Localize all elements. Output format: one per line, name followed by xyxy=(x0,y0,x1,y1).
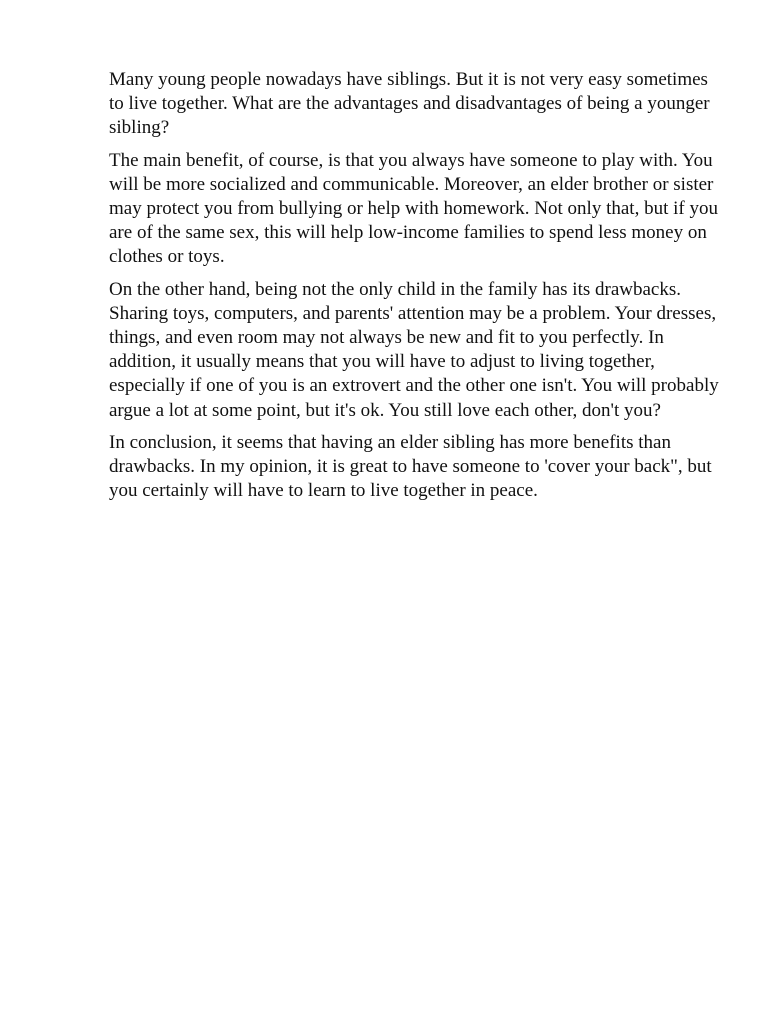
paragraph-conclusion: In conclusion, it seems that having an elder sibling has more benefits than drawbacks. In my opinion, it is great to have someone to 'cover your back", but you certainly will have to learn to live together in peace. xyxy=(109,431,712,502)
essay-body xyxy=(109,68,719,511)
paragraph-intro: Many young people nowadays have siblings. But it is not very easy sometimes to live together. What are the advantages and disadvantages of being a younger sibling? xyxy=(109,69,710,139)
paragraph-benefits: The main benefit, of course, is that you always have someone to play with. You will be more socialized and communicable. Moreover, an elder brother or sister may protect you from bullying or help with homework. Not only that, but if you are of the same sex, this will help low-income families to spend less money on clothes or toys. xyxy=(109,149,718,268)
paragraph-drawbacks: On the other hand, being not the only child in the family has its drawbacks. Sharing toys, computers, and parents' attention may be a problem. Your dresses, things, and even room may not always be new and fit to you perfectly. In addition, it usually means that you will have to adjust to living together, especially if one of you is an extrovert and the other one isn't. You will probably argue a lot at some point, but it's ok. You still love each other, don't you? xyxy=(109,278,719,421)
